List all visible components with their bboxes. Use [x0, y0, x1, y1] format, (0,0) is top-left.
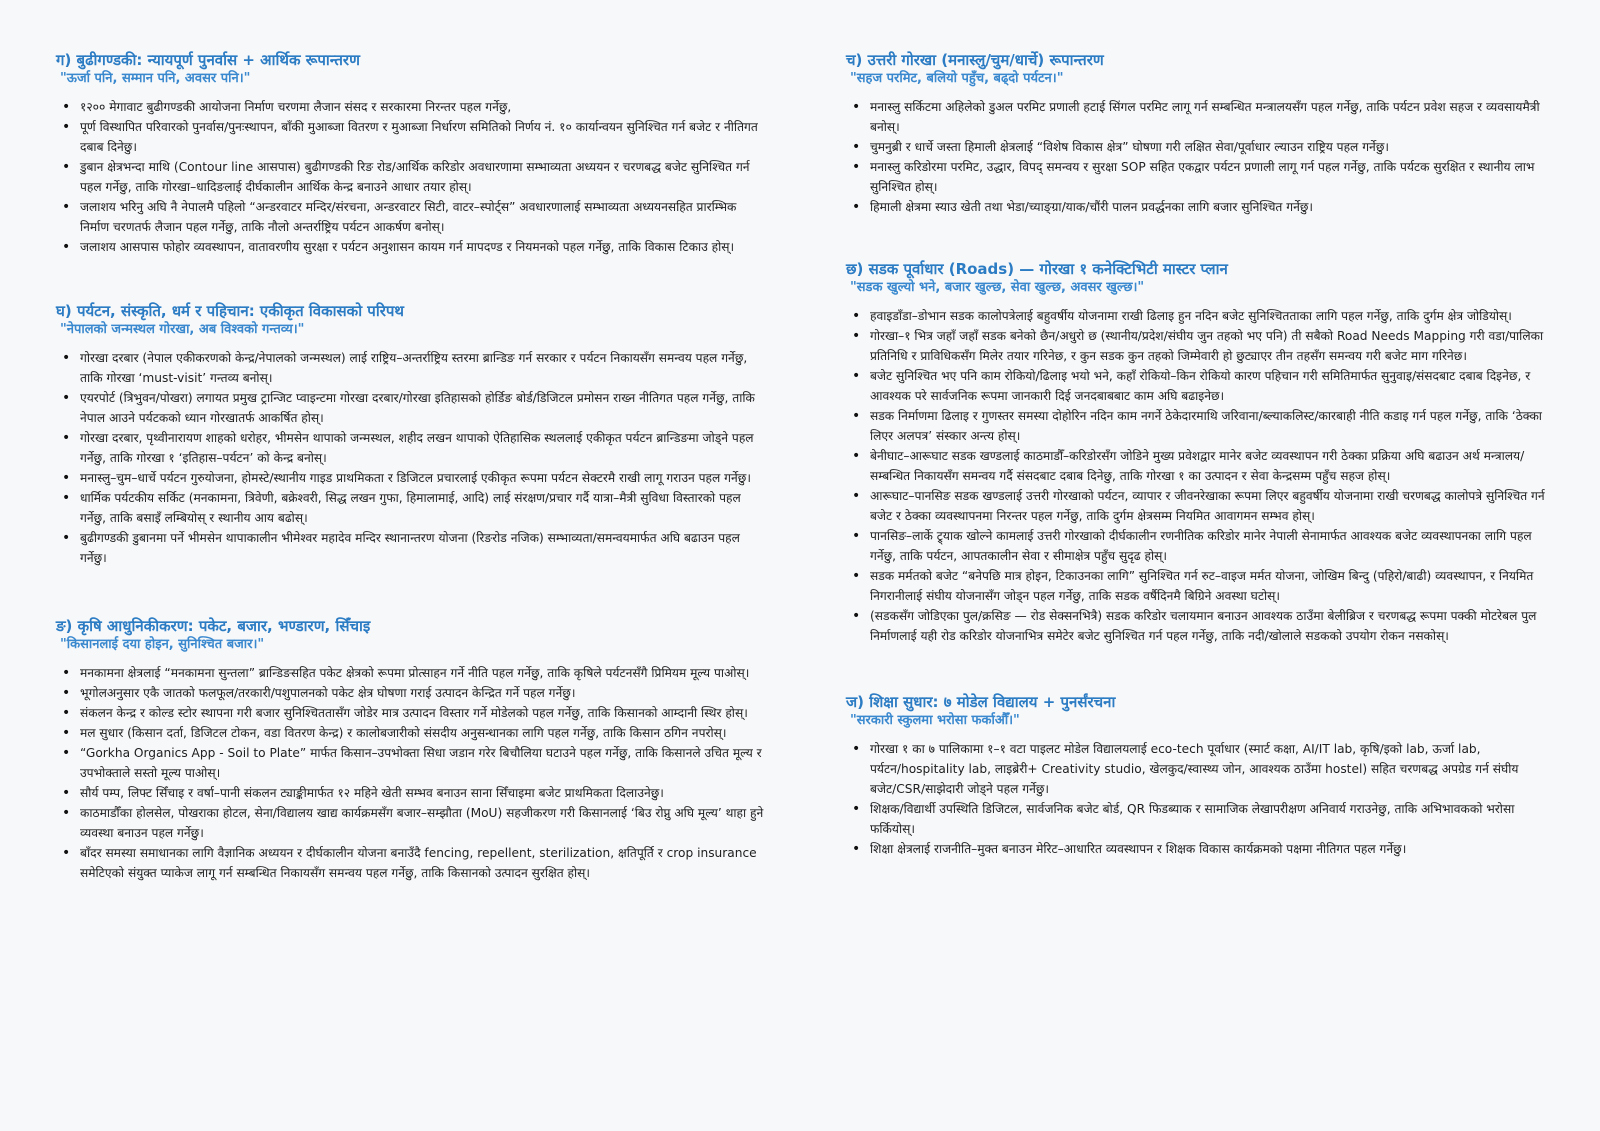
section-roads	[846, 259, 1558, 646]
section-title: ग) बुढीगण्डकी: न्यायपूर्ण पुनर्वास + आर्थिक रूपान्तरण	[56, 51, 360, 69]
list-item: • मनकामना क्षेत्रलाई “मनकामना सुन्तला” ब्रान्डिङसहित पकेट क्षेत्रको रूपमा प्रोत्साहन गर्ने नीति पहल गर्नेछु, ताकि कृषिले पर्यटनसँगै प्रिमियम मूल्य पाओस्।	[56, 663, 768, 683]
list-item: • शिक्षक/विद्यार्थी उपस्थिति डिजिटल, सार्वजनिक बजेट बोर्ड, QR फिडब्याक र सामाजिक लेखापरीक्षण अनिवार्य गराउनेछु, ताकि अभिभावकको भरोसा फर्कियोस्।	[846, 799, 1558, 839]
section-title: ज) शिक्षा सुधार: ७ मोडेल विद्यालय + पुनर्संरचना	[846, 693, 1116, 711]
section-tagline: "नेपालको जन्मस्थल गोरखा, अब विश्वको गन्तव्य।"	[60, 322, 305, 337]
list-item: • सडक निर्माणमा ढिलाइ र गुणस्तर समस्या दोहोरिन नदिन काम नगर्ने ठेकेदारमाथि जरिवाना/ब्ल्याकलिस्ट/कारबाही नीति कडाइ गर्न पहल गर्नेछु, ताकि ‘ठेक्का लिएर अलपत्र’ संस्कार अन्त्य होस्।	[846, 406, 1558, 446]
list-item: • पानसिङ–लार्के ट्र्याक खोल्ने कामलाई उत्तरी गोरखाको दीर्घकालीन रणनीतिक करिडोर मानेर नेपाली सेनामार्फत आवश्यक बजेट व्यवस्थापनका लागि पहल गर्नेछु, ताकि पर्यटन, आपतकालीन सेवा र सीमाक्षेत्र पहुँच सुदृढ होस्।	[846, 526, 1558, 566]
section-title: ङ) कृषि आधुनिकीकरण: पकेट, बजार, भण्डारण, सिँचाइ	[56, 617, 371, 635]
list-item: • संकलन केन्द्र र कोल्ड स्टोर स्थापना गरी बजार सुनिश्चिततासँग जोडेर मात्र उत्पादन विस्तार गर्ने मोडेलको पहल गर्नेछु, ताकि किसानको आम्दानी स्थिर होस्।	[56, 703, 768, 723]
section-title: छ) सडक पूर्वाधार (Roads) — गोरखा १ कनेक्टिभिटी मास्टर प्लान	[846, 260, 1228, 278]
list-item: • बाँदर समस्या समाधानका लागि वैज्ञानिक अध्ययन र दीर्घकालीन योजना बनाउँदै fencing, repellent, sterilization, क्षतिपूर्ति र crop insurance समेटिएको संयुक्त प्याकेज लागू गर्न सम्बन्धित निकायसँग समन्वय पहल गर्नेछु, ताकि किसानको उत्पादन सुरक्षित होस्।	[56, 843, 768, 883]
list-item: • हिमाली क्षेत्रमा स्याउ खेती तथा भेडा/च्याङ्ग्रा/याक/चौंरी पालन प्रवर्द्धनका लागि बजार सुनिश्चित गर्नेछु।	[846, 197, 1558, 217]
bullet-list	[846, 306, 1558, 646]
list-item: • गोरखा दरबार, पृथ्वीनारायण शाहको धरोहर, भीमसेन थापाको जन्मस्थल, शहीद लखन थापाको ऐतिहासिक स्थललाई एकीकृत पर्यटन ब्रान्डिङमा जोड्ने पहल गर्नेछु, ताकि गोरखा १ ‘इतिहास–पर्यटन’ को केन्द्र बनोस्।	[56, 428, 768, 468]
list-item: • जलाशय भरिनु अघि नै नेपालमै पहिलो “अन्डरवाटर मन्दिर/संरचना, अन्डरवाटर सिटी, वाटर–स्पोर्ट्स” अवधारणालाई सम्भाव्यता अध्ययनसहित प्रारम्भिक निर्माण चरणतर्फ लैजान पहल गर्नेछु, ताकि नौलो अन्तर्राष्ट्रिय पर्यटन आकर्षण बनोस्।	[56, 197, 768, 237]
section-tagline: "सहज परमिट, बलियो पहुँच, बढ्दो पर्यटन।"	[850, 71, 1064, 86]
list-item: • पूर्ण विस्थापित परिवारको पुनर्वास/पुनःस्थापन, बाँकी मुआब्जा वितरण र मुआब्जा निर्धारण समितिको निर्णय नं. १० कार्यान्वयन सुनिश्चित गर्न बजेट र नीतिगत दबाब दिनेछु।	[56, 117, 768, 157]
list-item: • १२०० मेगावाट बुढीगण्डकी आयोजना निर्माण चरणमा लैजान संसद र सरकारमा निरन्तर पहल गर्नेछु,	[56, 97, 768, 117]
bullet-list	[56, 348, 768, 568]
right-column	[846, 50, 1558, 859]
list-item: • “Gorkha Organics App - Soil to Plate” मार्फत किसान–उपभोक्ता सिधा जडान गरेर बिचौलिया घटाउने पहल गर्नेछु, ताकि किसानले उचित मूल्य र उपभोक्ताले सस्तो मूल्य पाओस्।	[56, 743, 768, 783]
list-item: • बुढीगण्डकी डुबानमा पर्ने भीमसेन थापाकालीन भीमेश्वर महादेव मन्दिर स्थानान्तरण योजना (रिङरोड नजिक) सम्भाव्यता/समन्वयमार्फत अघि बढाउन पहल गर्नेछु।	[56, 528, 768, 568]
section-tourism-culture	[56, 301, 768, 568]
bullet-list	[56, 97, 768, 257]
section-tagline: "ऊर्जा पनि, सम्मान पनि, अवसर पनि।"	[60, 71, 251, 86]
left-column	[56, 50, 768, 883]
list-item: • धार्मिक पर्यटकीय सर्किट (मनकामना, त्रिवेणी, बक्रेश्वरी, सिद्ध लखन गुफा, हिमालामाई, आदि) लाई संरक्षण/प्रचार गर्दै यात्रा–मैत्री सुविधा विस्तारको पहल गर्नेछु, ताकि बसाइँ लम्बियोस् र स्थानीय आय बढोस्।	[56, 488, 768, 528]
section-north-gorkha	[846, 50, 1558, 217]
list-item: • बेनीघाट–आरूघाट सडक खण्डलाई काठमाडौँ–करिडोरसँग जोडिने मुख्य प्रवेशद्वार मानेर बजेट व्यवस्थापन गरी ठेक्का प्रक्रिया अघि बढाउन अर्थ मन्त्रालय/सम्बन्धित निकायसँग समन्वय गर्दै संसदबाट दबाब दिनेछु, ताकि गोरखा १ का उत्पादन र सेवा केन्द्रसम्म पहुँच सहज होस्।	[846, 446, 1558, 486]
list-item: • शिक्षा क्षेत्रलाई राजनीति–मुक्त बनाउन मेरिट–आधारित व्यवस्थापन र शिक्षक विकास कार्यक्रमको पक्षमा नीतिगत पहल गर्नेछु।	[846, 839, 1558, 859]
list-item: • काठमाडौँका होलसेल, पोखराका होटल, सेना/विद्यालय खाद्य कार्यक्रमसँग बजार–सम्झौता (MoU) सहजीकरण गरी किसानलाई ‘बिउ रोप्नु अघि मूल्य’ थाहा हुने व्यवस्था बनाउन पहल गर्नेछु।	[56, 803, 768, 843]
section-tagline: "किसानलाई दया होइन, सुनिश्चित बजार।"	[60, 637, 265, 652]
list-item: • जलाशय आसपास फोहोर व्यवस्थापन, वातावरणीय सुरक्षा र पर्यटन अनुशासन कायम गर्न मापदण्ड र नियमनको पहल गर्नेछु, ताकि विकास टिकाउ होस्।	[56, 237, 768, 257]
list-item: • मनास्लु करिडोरमा परमिट, उद्धार, विपद् समन्वय र सुरक्षा SOP सहित एकद्वार पर्यटन प्रणाली लागू गर्न पहल गर्नेछु, ताकि पर्यटक सुरक्षित र स्थानीय लाभ सुनिश्चित होस्।	[846, 157, 1558, 197]
bullet-list	[56, 663, 768, 883]
list-item: • सडक मर्मतको बजेट “बनेपछि मात्र होइन, टिकाउनका लागि” सुनिश्चित गर्न रुट–वाइज मर्मत योजना, जोखिम बिन्दु (पहिरो/बाढी) व्यवस्थापन, र नियमित निगरानीलाई संघीय योजनासँग जोड्न पहल गर्नेछु, ताकि सडक वर्षैदिनमै बिग्रिने अवस्था घटोस्।	[846, 566, 1558, 606]
list-item: • मनास्लु–चुम–धार्चे पर्यटन गुरुयोजना, होमस्टे/स्थानीय गाइड प्राथमिकता र डिजिटल प्रचारलाई एकीकृत रूपमा पर्यटन सेक्टरमै राखी लागू गराउन पहल गर्नेछु।	[56, 468, 768, 488]
section-tagline: "सरकारी स्कुलमा भरोसा फर्काऔँ।"	[850, 713, 1020, 728]
bullet-list	[846, 97, 1558, 217]
list-item: • बजेट सुनिश्चित भए पनि काम रोकियो/ढिलाइ भयो भने, कहाँ रोकियो–किन रोकियो कारण पहिचान गरी समितिमार्फत सुनुवाइ/संसदबाट दबाब दिइनेछ, र आवश्यक परे सार्वजनिक रूपमा जानकारी दिई जनदबाबबाट काम अघि बढाइनेछ।	[846, 366, 1558, 406]
list-item: • हवाइडाँडा–डोभान सडक कालोपत्रेलाई बहुवर्षीय योजनामा राखी ढिलाइ हुन नदिन बजेट सुनिश्चितताका लागि पहल गर्नेछु, ताकि दुर्गम क्षेत्र जोडियोस्।	[846, 306, 1558, 326]
section-title: घ) पर्यटन, संस्कृति, धर्म र पहिचान: एकीकृत विकासको परिपथ	[56, 302, 404, 320]
list-item: • मनास्लु सर्किटमा अहिलेको डुअल परमिट प्रणाली हटाई सिंगल परमिट लागू गर्न सम्बन्धित मन्त्रालयसँग पहल गर्नेछु, ताकि पर्यटन प्रवेश सहज र व्यवसायमैत्री बनोस्।	[846, 97, 1558, 137]
list-item: • मल सुधार (किसान दर्ता, डिजिटल टोकन, वडा वितरण केन्द्र) र कालोबजारीको संसदीय अनुसन्धानका लागि पहल गर्नेछु, ताकि किसान ठगिन नपरोस्।	[56, 723, 768, 743]
list-item: • आरूघाट–पानसिङ सडक खण्डलाई उत्तरी गोरखाको पर्यटन, व्यापार र जीवनरेखाका रूपमा लिएर बहुवर्षीय योजनामा राखी चरणबद्ध कालोपत्रे सुनिश्चित गर्न बजेट र ठेक्का व्यवस्थापनमा निरन्तर पहल गर्नेछु, ताकि दुर्गम क्षेत्रसम्म नियमित आवागमन सम्भव होस्।	[846, 486, 1558, 526]
list-item: • गोरखा १ का ७ पालिकामा १–१ वटा पाइलट मोडेल विद्यालयलाई eco-tech पूर्वाधार (स्मार्ट कक्षा, AI/IT lab, कृषि/इको lab, ऊर्जा lab, पर्यटन/hospitality lab, लाइब्रेरी+ Creativity studio, खेलकुद/स्वास्थ्य जोन, आवश्यक ठाउँमा hostel) सहित चरणबद्ध अपग्रेड गर्न संघीय बजेट/CSR/साझेदारी जोड्ने पहल गर्नेछु।	[846, 739, 1558, 799]
section-tagline: "सडक खुल्यो भने, बजार खुल्छ, सेवा खुल्छ, अवसर खुल्छ।"	[850, 280, 1145, 295]
section-education	[846, 692, 1558, 859]
section-title: च) उत्तरी गोरखा (मनास्लु/चुम/धार्चे) रूपान्तरण	[846, 51, 1104, 69]
section-agriculture	[56, 616, 768, 883]
list-item: • (सडकसँग जोडिएका पुल/क्रसिङ — रोड सेक्सनभित्रै) सडक करिडोर चलायमान बनाउन आवश्यक ठाउँमा बेलीब्रिज र चरणबद्ध रूपमा पक्की मोटरेबल पुल निर्माणलाई यही रोड करिडोर योजनाभित्र समेटेर बजेट सुनिश्चित गर्न पहल गर्नेछु, ताकि नदी/खोलाले सडकको उपयोग रोकन नसकोस्।	[846, 606, 1558, 646]
list-item: • भूगोलअनुसार एकै जातको फलफूल/तरकारी/पशुपालनको पकेट क्षेत्र घोषणा गराई उत्पादन केन्द्रित गर्ने पहल गर्नेछु।	[56, 683, 768, 703]
list-item: • गोरखा दरबार (नेपाल एकीकरणको केन्द्र/नेपालको जन्मस्थल) लाई राष्ट्रिय–अन्तर्राष्ट्रिय स्तरमा ब्रान्डिङ गर्न सरकार र पर्यटन निकायसँग समन्वय पहल गर्नेछु, ताकि गोरखा ‘must-visit’ गन्तव्य बनोस्।	[56, 348, 768, 388]
list-item: • गोरखा–१ भित्र जहाँ जहाँ सडक बनेको छैन/अधुरो छ (स्थानीय/प्रदेश/संघीय जुन तहको भए पनि) ती सबैको Road Needs Mapping गरी वडा/पालिका प्रतिनिधि र प्राविधिकसँग मिलेर तयार गरिनेछ, र कुन सडक कुन तहको जिम्मेवारी हो छुट्याएर तीन तहसँग समन्वय गरी बजेट माग गरिनेछ।	[846, 326, 1558, 366]
list-item: • डुबान क्षेत्रभन्दा माथि (Contour line आसपास) बुढीगण्डकी रिङ रोड/आर्थिक करिडोर अवधारणामा सम्भाव्यता अध्ययन र चरणबद्ध बजेट सुनिश्चित गर्न पहल गर्नेछु, ताकि गोरखा–धादिङलाई दीर्घकालीन आर्थिक केन्द्र बनाउने आधार तयार होस्।	[56, 157, 768, 197]
list-item: • एयरपोर्ट (त्रिभुवन/पोखरा) लगायत प्रमुख ट्रान्जिट प्वाइन्टमा गोरखा दरबार/गोरखा इतिहासको होर्डिङ बोर्ड/डिजिटल प्रमोसन राख्न नीतिगत पहल गर्नेछु, ताकि नेपाल आउने पर्यटकको ध्यान गोरखातर्फ आकर्षित होस्।	[56, 388, 768, 428]
section-budhigandaki	[56, 50, 768, 257]
list-item: • चुमनुब्री र धार्चे जस्ता हिमाली क्षेत्रलाई “विशेष विकास क्षेत्र” घोषणा गरी लक्षित सेवा/पूर्वाधार ल्याउन राष्ट्रिय पहल गर्नेछु।	[846, 137, 1558, 157]
bullet-list	[846, 739, 1558, 859]
list-item: • सौर्य पम्प, लिफ्ट सिँचाइ र वर्षा–पानी संकलन ट्याङ्कीमार्फत १२ महिने खेती सम्भव बनाउन साना सिँचाइमा बजेट प्राथमिकता दिलाउनेछु।	[56, 783, 768, 803]
